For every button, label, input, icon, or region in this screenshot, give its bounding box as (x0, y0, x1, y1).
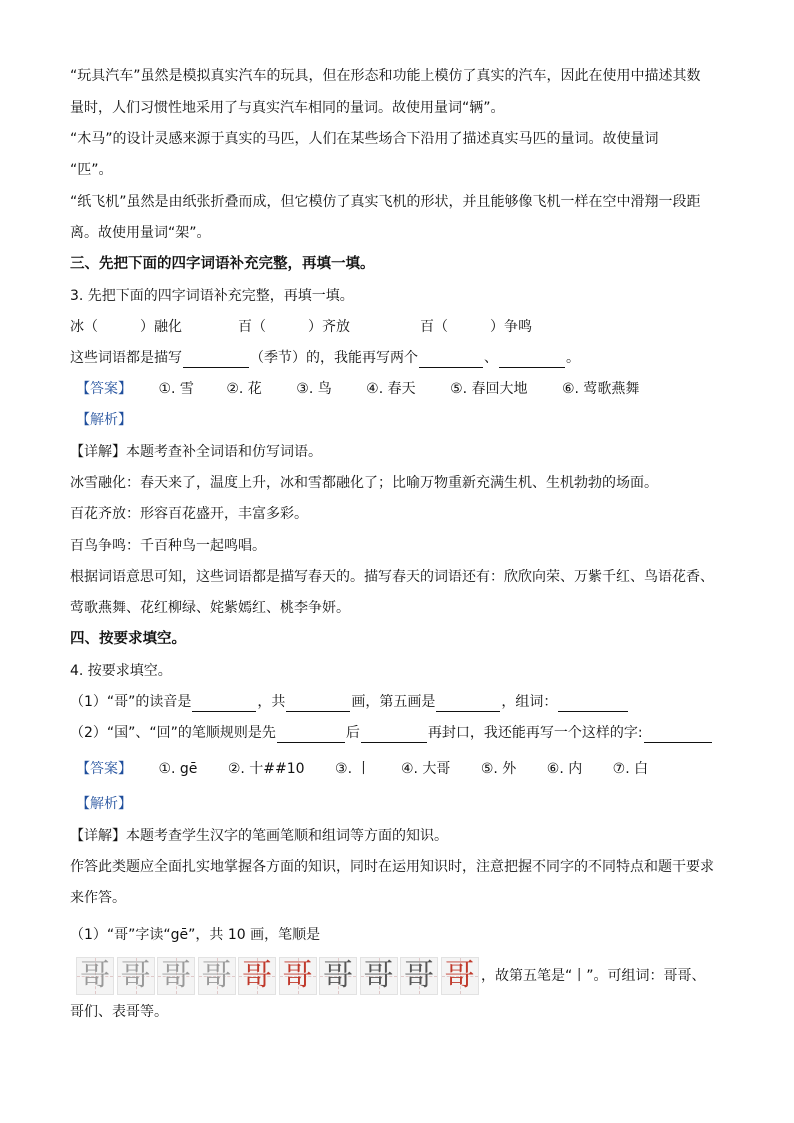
para-line: “匹”。 (70, 162, 113, 178)
para-line: “玩具汽车”虽然是模拟真实汽车的玩具，但在形态和功能上模仿了真实的汽车，因此在使用中描述其数 (70, 68, 701, 84)
answer-item: ④. 春天 (366, 381, 416, 397)
stroke-box (400, 957, 438, 995)
q-text: ，组词： (501, 694, 558, 710)
fill-text: （季节）的，我能再写两个 (250, 350, 418, 366)
stroke-box (198, 957, 236, 995)
stroke-char: 哥 (444, 958, 475, 993)
explain-line: 哥们、表哥等。 (70, 1004, 168, 1020)
stroke-char: 哥 (80, 958, 110, 993)
section-heading: 四、按要求填空。 (70, 631, 186, 647)
answer-row (76, 759, 648, 779)
blank-line[interactable] (192, 695, 256, 712)
stroke-order-figure (76, 957, 481, 995)
explain-line: 作答此类题应全面扎实地掌握各方面的知识，同时在运用知识时，注意把握不同字的不同特点和题干要求 (70, 859, 714, 875)
question-text: 4. 按要求填空。 (70, 663, 172, 679)
question-text: 3. 先把下面的四字词语补充完整，再填一填。 (70, 288, 354, 304)
answer-item: ⑤. 春回大地 (450, 381, 528, 397)
fill-text: 这些词语都是描写 (70, 350, 182, 366)
blank-line[interactable] (419, 351, 483, 368)
blank-line[interactable] (183, 351, 249, 368)
stroke-box (360, 957, 398, 995)
q-text: （1）“哥”的读音是 (70, 694, 192, 710)
answer-row (76, 379, 639, 399)
blank-line[interactable] (644, 726, 712, 743)
word-2-end: ）齐放 (308, 319, 350, 335)
section-heading: 三、先把下面的四字词语补充完整，再填一填。 (70, 256, 375, 272)
word-3-start: 百（ (420, 319, 448, 335)
q-text: ，共 (257, 694, 286, 710)
answer-item: ⑦. 白 (612, 761, 649, 777)
explain-line: 冰雪融化：春天来了，温度上升，冰和雪都融化了；比喻万物重新充满生机、生机勃勃的场面。 (70, 475, 658, 491)
word-2-start: 百（ (238, 319, 266, 335)
answer-item: ③. 丨 (335, 761, 371, 777)
analysis-label: 【解析】 (76, 412, 132, 428)
explain-line: 百花齐放：形容百花盛开，丰富多彩。 (70, 506, 308, 522)
answer-item: ①. gē (158, 761, 198, 777)
explain-line: （1）“哥”字读“gē”，共 10 画，笔顺是 (70, 927, 321, 943)
para-line: 量时，人们习惯性地采用了与真实汽车相同的量词。故使用量词“辆”。 (70, 100, 505, 116)
para-line: 离。故使用量词“架”。 (70, 225, 211, 241)
word-fill-row (70, 317, 532, 337)
stroke-char: 哥 (201, 958, 232, 993)
question-part-1 (70, 692, 629, 712)
blank-line[interactable] (436, 695, 500, 712)
stroke-box (441, 957, 479, 995)
answer-item: ⑥. 内 (546, 761, 583, 777)
word-1-end: ）融化 (140, 319, 182, 335)
blank-line[interactable] (286, 695, 350, 712)
word-3-end: ）争鸣 (490, 319, 532, 335)
blank-line[interactable] (361, 726, 427, 743)
explain-line: 莺歌燕舞、花红柳绿、姹紫嫣红、桃李争妍。 (70, 600, 350, 616)
q-text: 后 (345, 725, 360, 741)
answer-label: 【答案】 (76, 381, 132, 397)
explain-line: ，故第五笔是“丨”。可组词：哥哥、 (481, 968, 706, 984)
answer-item: ①. 雪 (158, 381, 194, 397)
q-text: （2）“国”、“回”的笔顺规则是先 (70, 725, 276, 741)
stroke-char: 哥 (120, 958, 151, 993)
stroke-char: 哥 (282, 958, 313, 993)
q-text: 画，第五画是 (351, 694, 436, 710)
fill-text: 、 (484, 350, 498, 366)
answer-item: ②. 十##10 (227, 761, 305, 777)
question-part-2 (70, 723, 713, 743)
stroke-char: 哥 (161, 958, 191, 993)
blank-line[interactable] (499, 351, 565, 368)
answer-item: ④. 大哥 (400, 761, 451, 777)
word-1-start: 冰（ (70, 319, 98, 335)
explain-line: 百鸟争鸣：千百种鸟一起鸣唱。 (70, 538, 266, 554)
stroke-char: 哥 (242, 958, 272, 993)
para-line: “木马”的设计灵感来源于真实的马匹，人们在某些场合下沿用了描述真实马匹的量词。故使量词 (70, 131, 659, 147)
stroke-box (238, 957, 276, 995)
analysis-label: 【解析】 (76, 796, 132, 812)
stroke-box (117, 957, 155, 995)
q-text: 再封口，我还能再写一个这样的字: (427, 725, 643, 741)
para-line: “纸飞机”虽然是由纸张折叠而成，但它模仿了真实飞机的形状，并且能够像飞机一样在空中滑翔一段距 (70, 194, 701, 210)
fill-sentence (70, 348, 580, 368)
stroke-box (319, 957, 357, 995)
answer-item: ⑥. 莺歌燕舞 (561, 381, 640, 397)
detail-text: 【详解】本题考查补全词语和仿写词语。 (70, 444, 322, 460)
stroke-char: 哥 (404, 958, 434, 993)
fill-text: 。 (566, 350, 580, 366)
answer-label: 【答案】 (76, 761, 132, 777)
explain-line: 来作答。 (70, 890, 126, 906)
explain-line: 根据词语意思可知，这些词语都是描写春天的。描写春天的词语还有：欣欣向荣、万紫千红、鸟语花香、 (70, 569, 714, 585)
stroke-char: 哥 (363, 958, 394, 993)
answer-item: ⑤. 外 (480, 761, 517, 777)
stroke-box (76, 957, 114, 995)
answer-item: ②. 花 (226, 381, 262, 397)
stroke-box (279, 957, 317, 995)
answer-item: ③. 鸟 (296, 381, 332, 397)
stroke-char: 哥 (323, 958, 353, 993)
blank-line[interactable] (277, 726, 345, 743)
blank-line[interactable] (558, 695, 628, 712)
stroke-box (157, 957, 195, 995)
detail-text: 【详解】本题考查学生汉字的笔画笔顺和组词等方面的知识。 (70, 828, 448, 844)
